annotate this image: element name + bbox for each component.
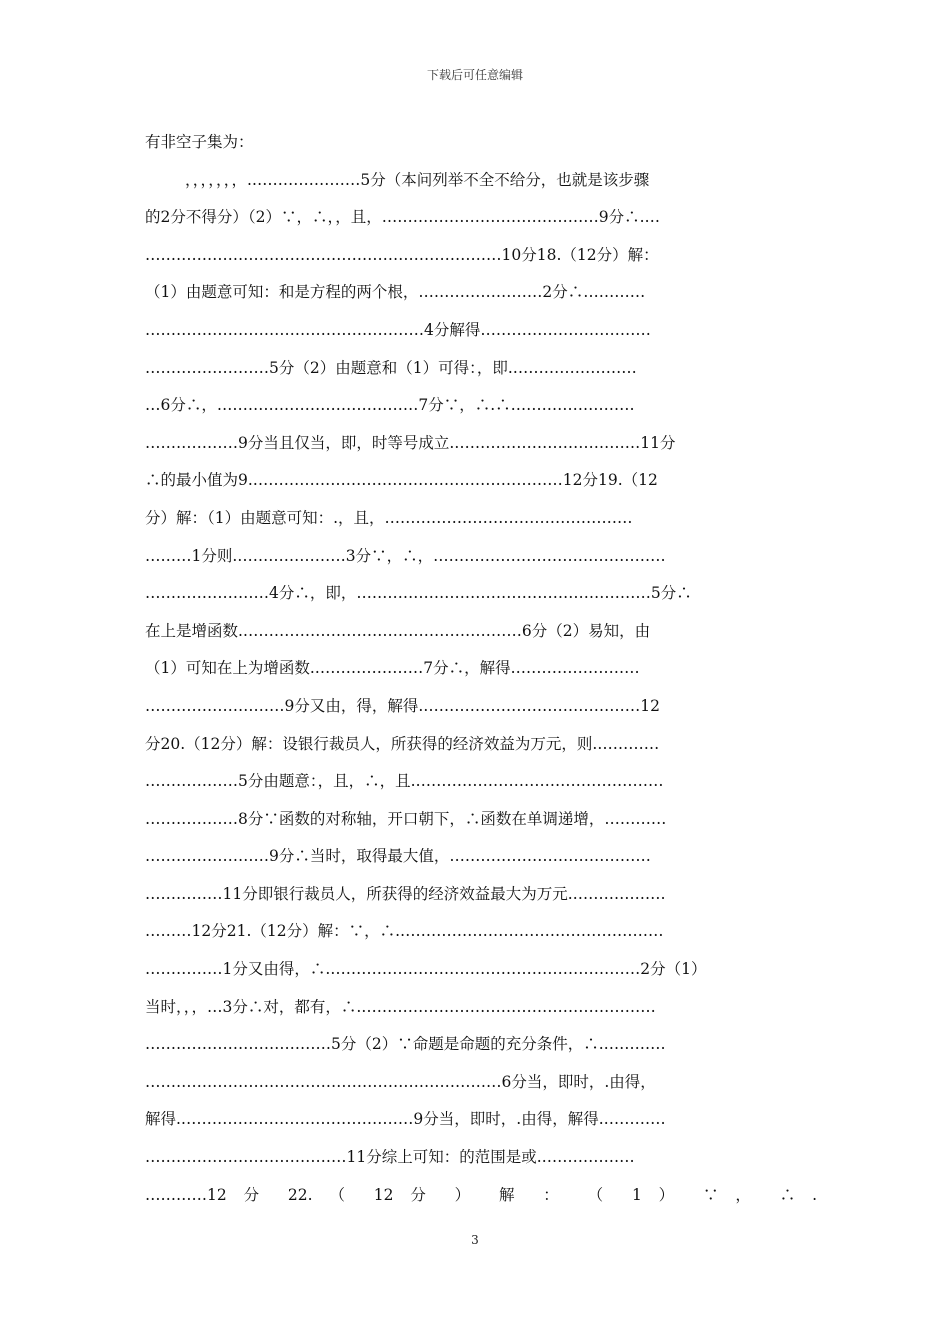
text-line: ………………8分∵函数的对称轴，开口朝下，∴函数在单调递增，…………	[145, 809, 667, 828]
text-line: ……………1分又由得，∴.……………………………………………………2分（1）	[145, 960, 707, 979]
text-line: ……………………………………………………………10分18.（12分）解：	[145, 245, 659, 264]
document-body	[145, 124, 817, 1214]
text-line: 解得.………………………………………9分当，即时，.由得，解得.…………	[145, 1110, 666, 1129]
text-line: ……………………………………………………………6分当，即时，.由得，	[145, 1072, 656, 1091]
page-number: 3	[471, 1233, 479, 1247]
text-line: 的2分不得分）（2）∵，∴，，且，……………………………………9分∴.…	[145, 208, 661, 227]
text-line: ………………………9分又由，得，解得.……………………………………12	[145, 696, 661, 715]
text-line: ………………9分当且仅当，即，时等号成立.………………………………11分	[145, 433, 676, 452]
text-line: ……………………4分∴，即，…………………………………………………5分∴	[145, 584, 692, 603]
text-line: ，，，，，，，.…………………5分（本问列举不全不给分，也就是该步骤	[185, 170, 650, 189]
text-line: ……………………5分（2）由题意和（1）可得：，即.……………………	[145, 358, 637, 377]
text-line: …6分∴，…………………………………7分∵，∴.∴……………………	[145, 396, 635, 415]
text-line: ………………………………5分（2）∵命题是命题的充分条件，∴.…………	[145, 1035, 666, 1054]
text-line: ………………5分由题意：，且，∴，且.…………………………………………	[145, 772, 664, 791]
text-line: 分）解：（1）由题意可知：.，且，…………………………………………	[145, 508, 633, 527]
page-header: 下载后可任意编辑	[426, 68, 523, 82]
text-line: ……………………9分∴当时，取得最大值，…………………………………	[145, 847, 651, 866]
text-line: …………12 分 22. （ 12 分 ） 解 ： （ 1 ） ∵ ， ∴ .	[145, 1185, 817, 1204]
text-line: ………12分21.（12分）解：∵，∴.……………………………………………	[145, 922, 664, 941]
text-line: 当时，，，…3分∴对，都有，∴.…………………………………………………	[145, 997, 656, 1016]
text-line: 在上是增函数.………………………………………………6分（2）易知，由	[145, 621, 651, 640]
text-line: ………1分则.…………………3分∵，∴，………………………………………	[145, 546, 666, 565]
text-line: ……………11分即银行裁员人，所获得的经济效益最大为万元.………………	[145, 884, 666, 903]
text-line: 有非空子集为：	[145, 133, 254, 151]
text-line: （1）由题意可知：和是方程的两个根，……………………2分∴…………	[145, 283, 646, 302]
text-line: （1）可知在上为增函数.…………………7分∴，解得.……………………	[145, 659, 640, 678]
text-line: …………………………………11分综上可知：的范围是或.………………	[145, 1148, 635, 1167]
text-line: ………………………………………………4分解得……………………………	[145, 320, 651, 339]
text-line: ∴的最小值为9.……………………………………………………12分19.（12	[145, 471, 658, 490]
text-line: 分20.（12分）解：设银行裁员人，所获得的经济效益为万元，则.…………	[145, 734, 660, 753]
